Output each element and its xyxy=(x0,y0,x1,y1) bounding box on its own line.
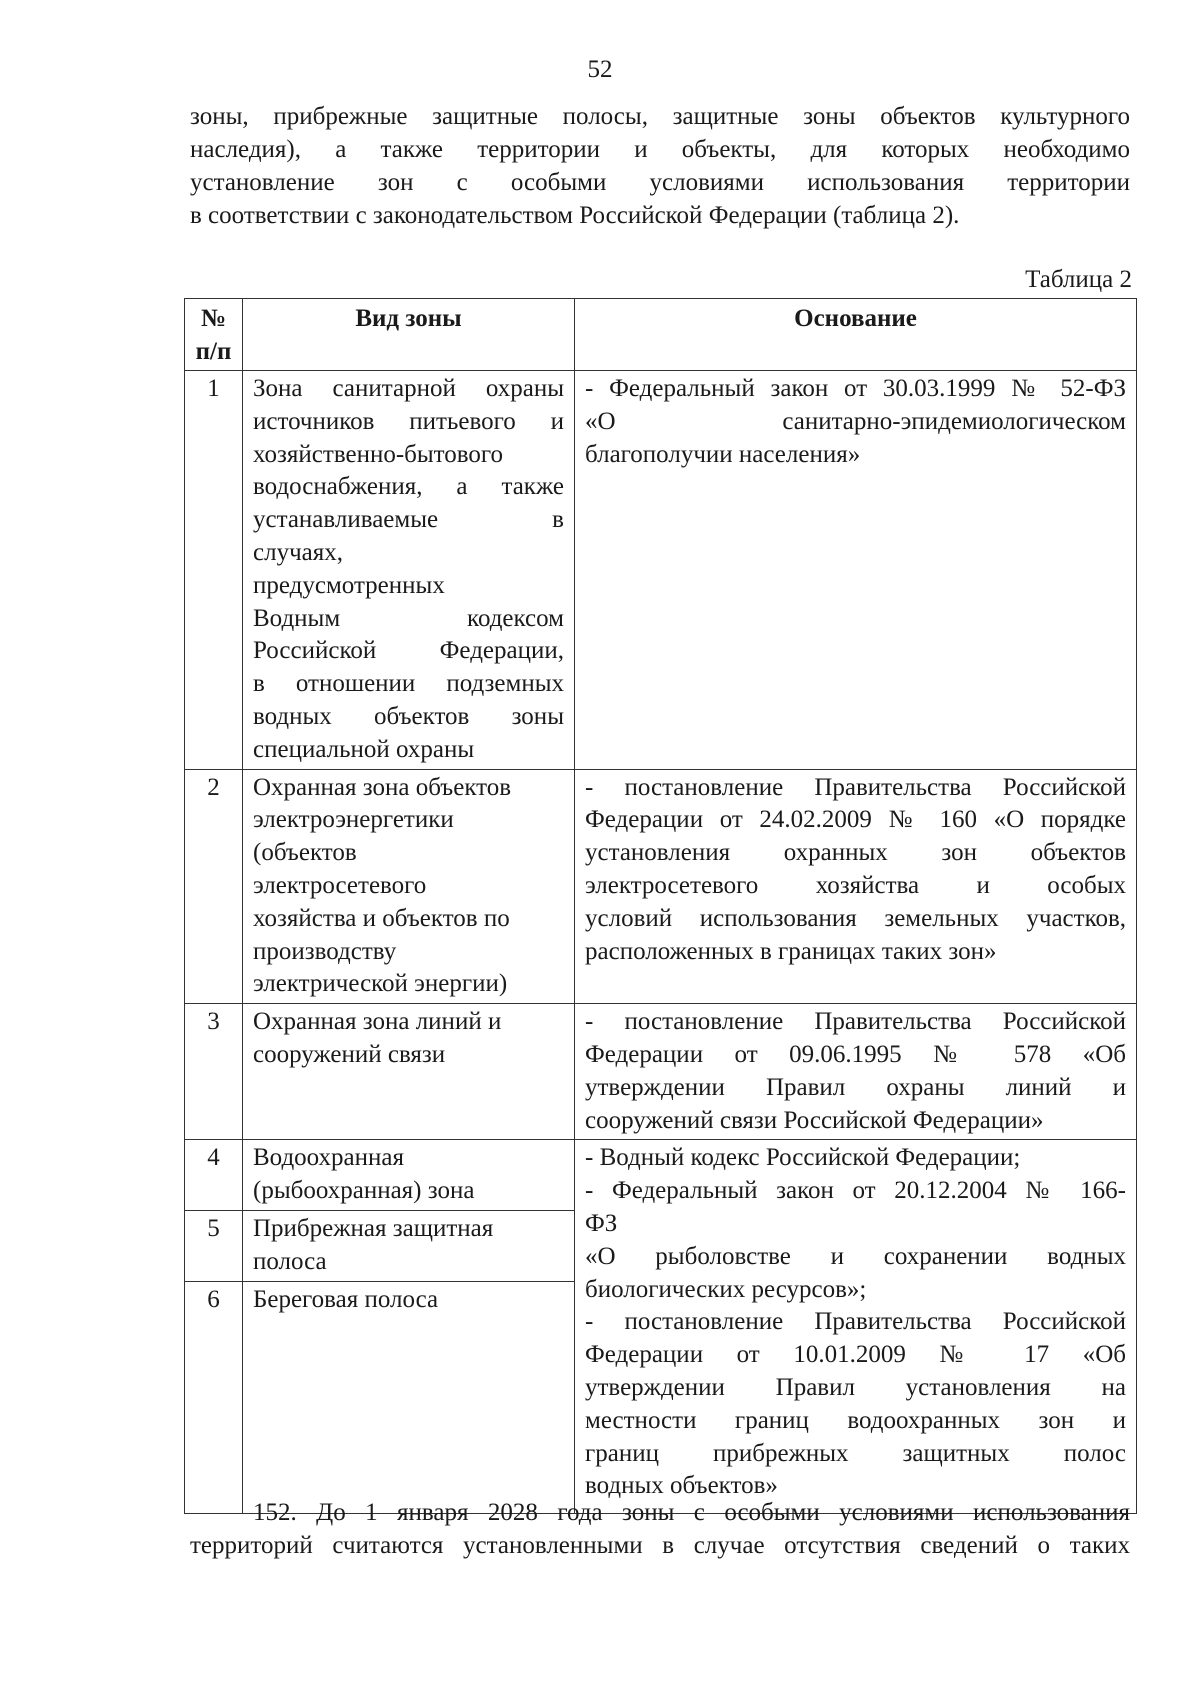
cell-line: - Федеральный закон от 20.12.2004 № 166- xyxy=(585,1177,1126,1205)
cell-line: водоснабжения, а также xyxy=(253,473,564,501)
text-line: наследия), а также территории и объекты, для которых необходимо xyxy=(190,136,1130,163)
header-zone: Вид зоны xyxy=(243,299,575,371)
cell-line: электроэнергетики xyxy=(253,806,454,834)
cell-line: утверждении Правил установления на xyxy=(585,1373,1126,1401)
cell-line: границ прибрежных защитных полос xyxy=(585,1439,1126,1467)
cell-line: Охранная зона объектов xyxy=(253,773,512,801)
cell-line: хозяйства и объектов по xyxy=(253,904,510,932)
row-number: 4 xyxy=(185,1140,243,1211)
cell-line: Зона санитарной охраны xyxy=(253,375,564,402)
cell-line: сооружений связи Российской Федерации» xyxy=(585,1106,1044,1134)
cell-line: Водным кодексом xyxy=(253,604,564,632)
cell-line: электросетевого хозяйства и особых xyxy=(585,871,1126,899)
row-number: 1 xyxy=(185,371,243,770)
header-num: № п/п xyxy=(185,299,243,371)
text-line: территорий считаются установленными в случае отсутствия сведений о таких xyxy=(190,1532,1130,1559)
zone-cell xyxy=(243,1210,575,1281)
table-row xyxy=(185,1140,1137,1211)
text-line: 152. До 1 января 2028 года зоны с особыми условиями использования xyxy=(253,1499,1130,1526)
cell-line: производству xyxy=(253,937,397,965)
intro-paragraph xyxy=(190,100,1130,232)
cell-line: Федерации от 10.01.2009 № 17 «Об xyxy=(585,1341,1126,1369)
header-basis: Основание xyxy=(575,299,1137,371)
cell-line: Федерации от 09.06.1995 № 578 «Об xyxy=(585,1040,1126,1068)
cell-line: - Водный кодекс Российской Федерации; xyxy=(585,1144,1021,1172)
text-line: зоны, прибрежные защитные полосы, защитные зоны объектов культурного xyxy=(190,103,1130,130)
cell-line: полоса xyxy=(253,1247,327,1275)
text-line: в соответствии с законодательством Российской Федерации (таблица 2). xyxy=(190,202,960,229)
table-caption: Таблица 2 xyxy=(1025,266,1132,293)
table-row xyxy=(185,371,1137,770)
cell-line: ФЗ xyxy=(585,1209,618,1237)
cell-line: Прибрежная защитная xyxy=(253,1214,494,1242)
zone-cell xyxy=(243,1281,575,1513)
cell-line: расположенных в границах таких зон» xyxy=(585,937,997,965)
row-number: 3 xyxy=(185,1004,243,1140)
zone-cell xyxy=(243,371,575,770)
cell-line: водных объектов зоны xyxy=(253,702,564,730)
row-number: 5 xyxy=(185,1210,243,1281)
cell-line: утверждении Правил охраны линий и xyxy=(585,1073,1126,1101)
cell-line: местности границ водоохранных зон и xyxy=(585,1406,1126,1434)
cell-line: устанавливаемые в xyxy=(253,506,564,534)
basis-cell xyxy=(575,1004,1137,1140)
cell-line: Береговая полоса xyxy=(253,1285,439,1313)
table-row xyxy=(185,1004,1137,1140)
cell-line: «О рыболовстве и сохранении водных xyxy=(585,1242,1126,1270)
basis-cell xyxy=(575,769,1137,1004)
cell-line: электрической энергии) xyxy=(253,970,508,998)
basis-cell xyxy=(575,371,1137,770)
cell-line: - постановление Правительства Российской xyxy=(585,1008,1126,1036)
cell-line: в отношении подземных xyxy=(253,670,564,698)
cell-line: источников питьевого и xyxy=(253,407,564,435)
cell-line: случаях, xyxy=(253,538,343,566)
row-number: 6 xyxy=(185,1281,243,1513)
cell-line: - постановление Правительства Российской xyxy=(585,1308,1126,1336)
cell-line: (рыбоохранная) зона xyxy=(253,1177,475,1205)
cell-line: Водоохранная xyxy=(253,1144,405,1172)
zone-cell xyxy=(243,1004,575,1140)
cell-line: электросетевого xyxy=(253,871,427,899)
cell-line: (объектов xyxy=(253,839,357,867)
cell-line: сооружений связи xyxy=(253,1040,446,1068)
cell-line: Федерации от 24.02.2009 № 160 «О порядке xyxy=(585,806,1126,834)
cell-line: хозяйственно-бытового xyxy=(253,440,504,468)
cell-line: - Федеральный закон от 30.03.1999 № 52-ФЗ xyxy=(585,375,1126,402)
paragraph-152 xyxy=(190,1496,1130,1562)
cell-line: условий использования земельных участков, xyxy=(585,904,1126,932)
cell-line: предусмотренных xyxy=(253,571,445,599)
cell-line: Российской Федерации, xyxy=(253,637,564,665)
cell-line: специальной охраны xyxy=(253,735,475,763)
cell-line: биологических ресурсов»; xyxy=(585,1275,867,1303)
zone-cell xyxy=(243,1140,575,1211)
table-row xyxy=(185,769,1137,1004)
cell-line: установления охранных зон объектов xyxy=(585,839,1126,867)
cell-line: водных объектов» xyxy=(585,1472,778,1500)
cell-line: «О санитарно-эпидемиологическом xyxy=(585,407,1126,435)
basis-cell-shared xyxy=(575,1140,1137,1513)
text-line: установление зон с особыми условиями использования территории xyxy=(190,169,1130,196)
page-number: 52 xyxy=(587,56,613,83)
row-number: 2 xyxy=(185,769,243,1004)
cell-line: - постановление Правительства Российской xyxy=(585,773,1126,801)
table-header-row xyxy=(185,299,1137,371)
zone-cell xyxy=(243,769,575,1004)
cell-line: Охранная зона линий и xyxy=(253,1008,502,1036)
zones-table xyxy=(184,298,1137,1514)
cell-line: благополучии населения» xyxy=(585,440,861,468)
